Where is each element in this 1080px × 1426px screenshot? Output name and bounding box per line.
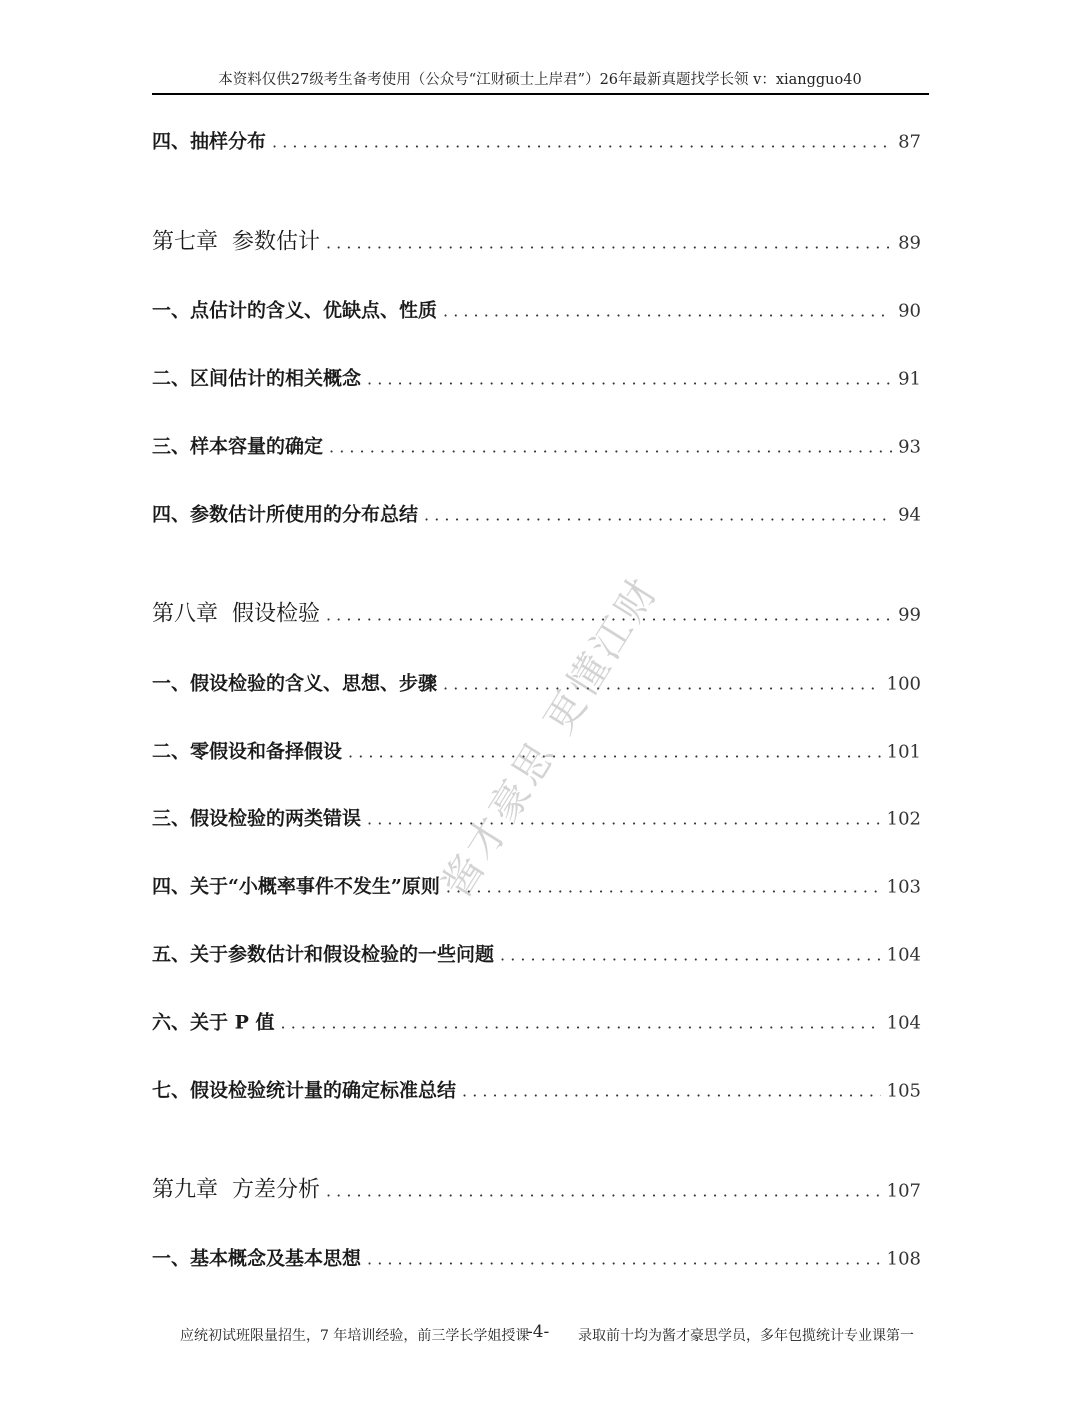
toc-entry[interactable] <box>152 873 921 902</box>
toc-entry[interactable] <box>152 805 921 834</box>
toc-entry[interactable] <box>152 433 921 462</box>
toc-chapter-entry[interactable] <box>152 599 921 632</box>
toc-entry[interactable] <box>152 670 921 699</box>
toc-entry-title: 一、点估计的含义、优缺点、性质 <box>152 299 438 322</box>
page-number: -4- <box>527 1322 550 1342</box>
toc-chapter-entry[interactable] <box>152 227 921 260</box>
toc-entry-page: 100 <box>886 673 921 695</box>
dot-leader <box>443 671 881 699</box>
toc-entry-page: 99 <box>898 604 921 626</box>
toc-entry-page: 108 <box>886 1248 921 1270</box>
dot-leader <box>446 874 881 902</box>
footer-left-text: 应统初试班限量招生，7 年培训经验，前三学长学姐授课 <box>180 1328 530 1344</box>
dot-leader <box>326 1176 881 1208</box>
toc-entry-page: 107 <box>886 1180 921 1202</box>
toc-entry-title: 二、零假设和备择假设 <box>152 740 343 763</box>
toc-entry[interactable] <box>152 297 921 326</box>
header-divider <box>152 93 929 95</box>
toc-entry-title: 第七章 参数估计 <box>152 229 320 255</box>
dot-leader <box>367 1246 881 1274</box>
toc-entry-page: 101 <box>886 741 921 763</box>
dot-leader <box>462 1078 881 1106</box>
dot-leader <box>500 942 881 970</box>
toc-entry[interactable] <box>152 1009 921 1038</box>
toc-entry-title: 四、抽样分布 <box>152 130 267 153</box>
toc-entry[interactable] <box>152 128 921 157</box>
toc-entry-page: 102 <box>886 808 921 830</box>
toc-entry-page: 89 <box>898 232 921 254</box>
toc-entry[interactable] <box>152 1077 921 1106</box>
toc-entry-title: 二、区间估计的相关概念 <box>152 367 362 390</box>
toc-entry-page: 103 <box>886 876 921 898</box>
toc-entry-title: 三、假设检验的两类错误 <box>152 807 362 830</box>
dot-leader <box>281 1010 881 1038</box>
toc-entry-title: 七、假设检验统计量的确定标准总结 <box>152 1079 457 1102</box>
toc-entry-title: 一、假设检验的含义、思想、步骤 <box>152 672 438 695</box>
toc-entry-page: 104 <box>886 944 921 966</box>
toc-entry[interactable] <box>152 365 921 394</box>
toc-entry-page: 91 <box>898 368 921 390</box>
dot-leader <box>443 298 892 326</box>
toc-entry[interactable] <box>152 941 921 970</box>
toc-entry-title: 四、关于“小概率事件不发生”原则 <box>152 875 440 898</box>
dot-leader <box>329 434 892 462</box>
page-header: 本资料仅供27级考生备考使用（公众号“江财硕士上岸君”）26年最新真题找学长领 v：xiangguo40 <box>218 72 862 88</box>
watermark: 酱才豪思 更懂江财 <box>433 568 669 906</box>
toc-entry-page: 93 <box>898 436 921 458</box>
toc-entry-title: 五、关于参数估计和假设检验的一些问题 <box>152 943 495 966</box>
dot-leader <box>272 129 892 157</box>
footer-right-text: 录取前十均为酱才豪思学员，多年包揽统计专业课第一 <box>578 1328 914 1344</box>
toc-entry[interactable] <box>152 1245 921 1274</box>
toc-chapter-entry[interactable] <box>152 1175 921 1208</box>
toc-entry-title: 一、基本概念及基本思想 <box>152 1247 362 1270</box>
toc-entry-title: 三、样本容量的确定 <box>152 435 324 458</box>
toc-entry-page: 90 <box>898 300 921 322</box>
toc-entry-page: 105 <box>886 1080 921 1102</box>
toc-entry-title: 第八章 假设检验 <box>152 601 320 627</box>
dot-leader <box>424 502 892 530</box>
toc-entry-title: 第九章 方差分析 <box>152 1177 320 1203</box>
toc-entry[interactable] <box>152 501 921 530</box>
toc-entry-page: 87 <box>898 131 921 153</box>
toc-entry-title: 六、关于 P 值 <box>152 1011 275 1034</box>
toc-entry-page: 104 <box>886 1012 921 1034</box>
toc-entry-page: 94 <box>898 504 921 526</box>
dot-leader <box>326 228 892 260</box>
dot-leader <box>367 806 881 834</box>
dot-leader <box>348 739 881 767</box>
toc-entry-title: 四、参数估计所使用的分布总结 <box>152 503 419 526</box>
dot-leader <box>367 366 892 394</box>
